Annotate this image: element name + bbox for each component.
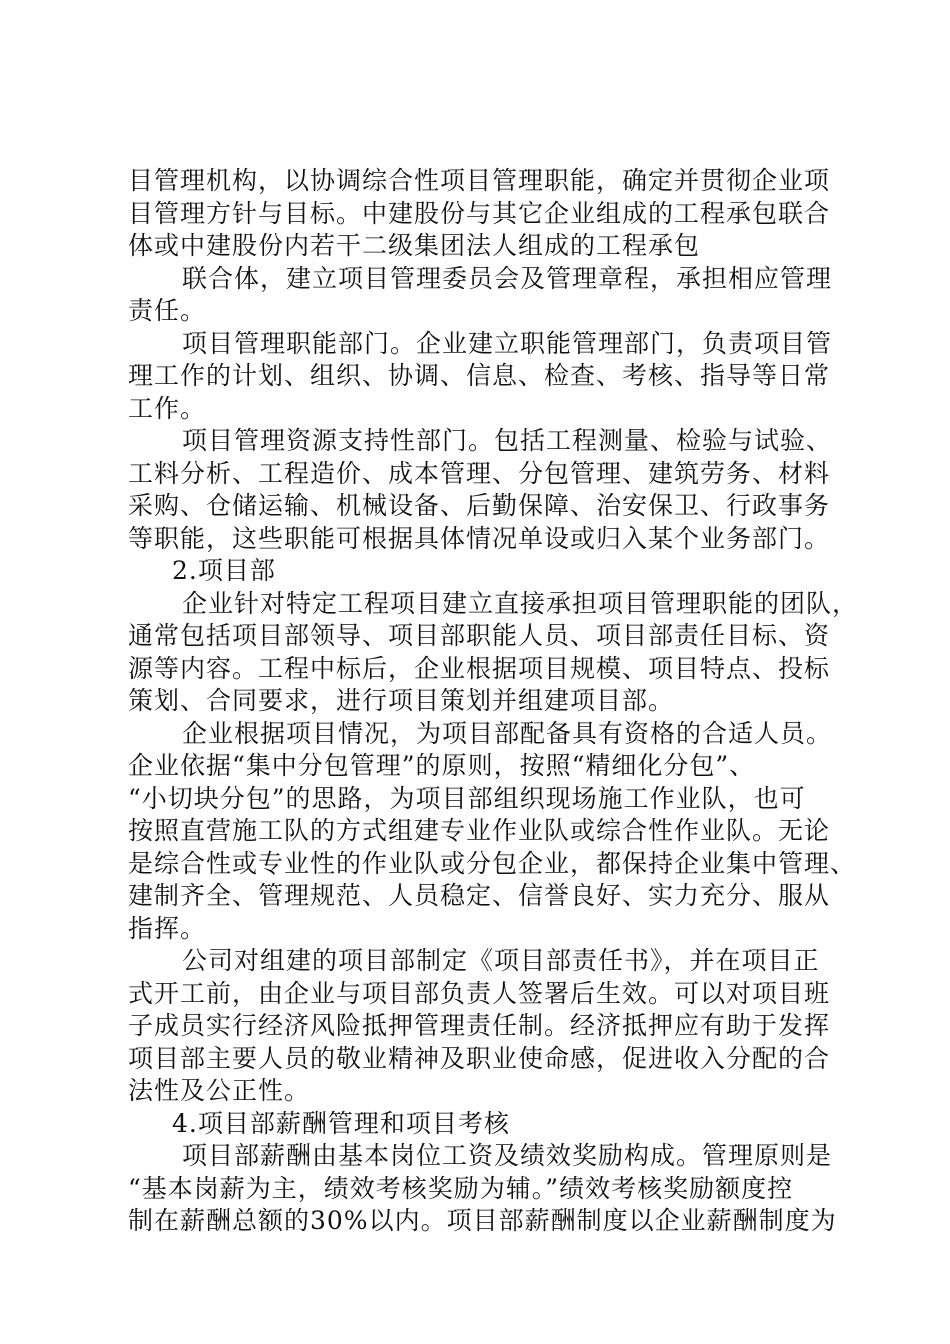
text-line: “小切块分包”的思路，为项目部组织现场施工作业队，也可	[128, 783, 806, 813]
section-heading-2	[128, 555, 836, 588]
text-line: 制在薪酬总额的30%以内。项目部薪酬制度以企业薪酬制度为	[128, 1206, 837, 1235]
text-line: 指挥。	[128, 913, 207, 943]
text-line: 等职能，这些职能可根据具体情况单设或归入某个业务部门。	[128, 523, 831, 553]
text-line: 按照直营施工队的方式组建专业作业队或综合性作业队。无论	[128, 816, 831, 845]
text-line: 采购、仓储运输、机械设备、后勤保障、治安保卫、行政事务	[128, 491, 831, 520]
paragraph-2	[128, 263, 836, 328]
paragraph-8	[128, 1140, 836, 1238]
document-body	[128, 165, 859, 1238]
text-line: 责任。	[128, 296, 207, 325]
text-line: 企业根据项目情况，为项目部配备具有资格的合适人员。	[182, 718, 833, 748]
text-line: 子成员实行经济风险抵押管理责任制。经济抵押应有助于发挥	[128, 1011, 831, 1040]
text-line: 建制齐全、管理规范、人员稳定、信誉良好、实力充分、服从	[128, 881, 831, 910]
heading-text: 4.项目部薪酬管理和项目考核	[172, 1108, 510, 1138]
paragraph-7	[128, 945, 836, 1108]
heading-text: 2.项目部	[172, 556, 276, 585]
paragraph-1	[128, 165, 836, 263]
text-line: 联合体，建立项目管理委员会及管理章程，承担相应管理	[182, 263, 833, 293]
text-line: 理工作的计划、组织、协调、信息、检查、考核、指导等日常	[128, 361, 831, 390]
text-line: 体或中建股份内若干二级集团法人组成的工程承包	[128, 231, 701, 260]
paragraph-4	[128, 425, 836, 555]
text-line: 企业依据“集中分包管理”的原则，按照“精细化分包”、	[128, 751, 756, 780]
text-line: 式开工前，由企业与项目部负责人签署后生效。可以对项目班	[128, 978, 831, 1008]
paragraph-6	[128, 718, 857, 946]
text-line: 是综合性或专业性的作业队或分包企业，都保持企业集中管理、	[128, 848, 857, 878]
text-line: 目管理方针与目标。中建股份与其它企业组成的工程承包联合	[128, 198, 831, 228]
text-line: 项目管理资源支持性部门。包括工程测量、检验与试验、	[182, 426, 833, 455]
text-line: 项目部薪酬由基本岗位工资及绩效奖励构成。管理原则是	[182, 1141, 833, 1170]
paragraph-3	[128, 328, 836, 426]
paragraph-5	[128, 588, 859, 718]
text-line: 项目管理职能部门。企业建立职能管理部门，负责项目管	[182, 328, 833, 358]
text-line: 企业针对特定工程项目建立直接承担项目管理职能的团队，	[182, 588, 859, 618]
text-line: 项目部主要人员的敬业精神及职业使命感，促进收入分配的合	[128, 1043, 831, 1073]
text-line: 工料分析、工程造价、成本管理、分包管理、建筑劳务、材料	[128, 458, 831, 488]
text-line: 策划、合同要求，进行项目策划并组建项目部。	[128, 686, 675, 715]
text-line: 目管理机构，以协调综合性项目管理职能，确定并贯彻企业项	[128, 166, 831, 195]
text-line: 工作。	[128, 393, 207, 423]
text-line: 公司对组建的项目部制定《项目部责任书》，并在项目正	[182, 946, 820, 975]
text-line: 源等内容。工程中标后，企业根据项目规模、项目特点、投标	[128, 653, 831, 683]
text-line: 通常包括项目部领导、项目部职能人员、项目部责任目标、资	[128, 621, 831, 650]
text-line: 法性及公正性。	[128, 1076, 311, 1105]
section-heading-4	[128, 1108, 836, 1141]
text-line: “基本岗薪为主，绩效考核奖励为辅。”绩效考核奖励额度控	[128, 1173, 794, 1203]
